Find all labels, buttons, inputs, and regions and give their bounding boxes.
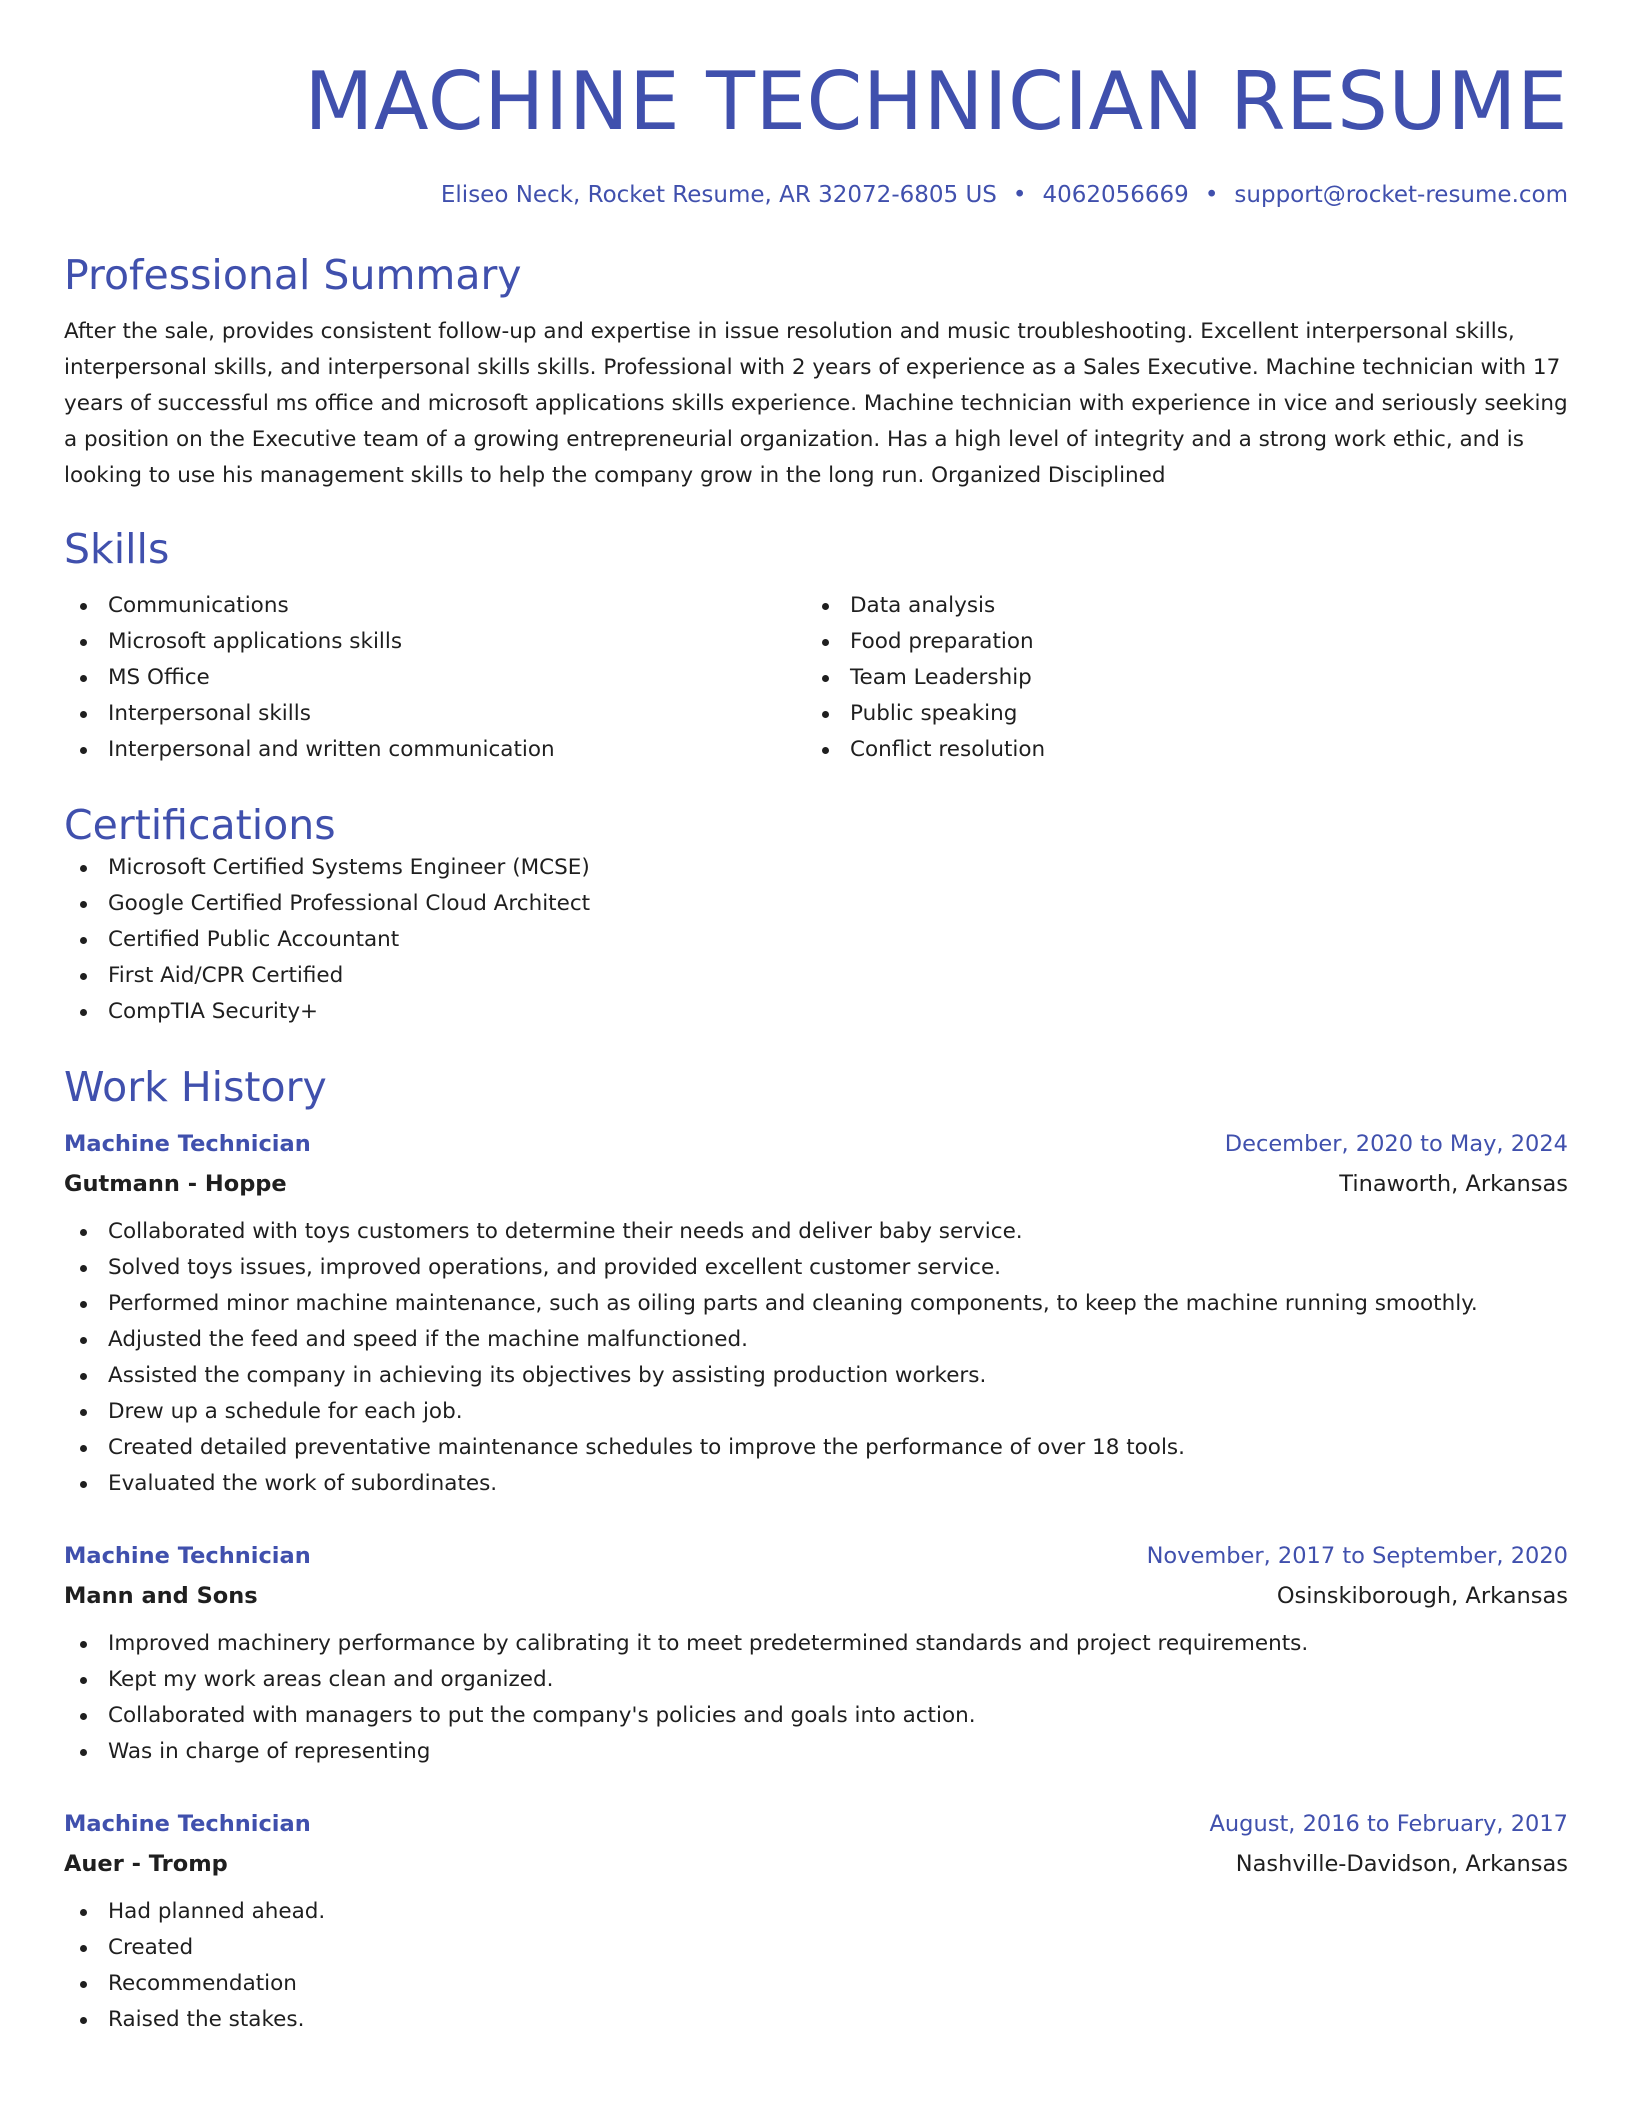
job-duty: Drew up a schedule for each job.: [64, 1394, 1568, 1430]
summary-text: After the sale, provides consistent follow-up and expertise in issue resolution and music troubleshooting. Excellent interpersonal skills, interpersonal skills, and interpersonal skills skills. Professional with 2 years of experience as a Sales Executive. Machine technician with 17 years of successful ms office and microsoft applications skills experience. Machine technician with experience in vice and seriously seeking a position on the Executive team of a growing entrepreneurial organization. Has a high level of integrity and a strong work ethic, and is looking to use his management skills to help the company grow in the long run. Organized Disciplined: [64, 319, 1568, 488]
job-header-row: [64, 1536, 1568, 1576]
skills-heading: Skills: [64, 525, 170, 573]
job-role: Machine Technician: [64, 1811, 311, 1837]
job-duty: Created: [64, 1930, 1568, 1966]
resume-title: MACHINE TECHNICIAN RESUME: [304, 55, 1568, 148]
job-dates: November, 2017 to September, 2020: [1146, 1543, 1568, 1569]
certification-item: Microsoft Certified Systems Engineer (MCSE): [64, 850, 1568, 886]
skill-item: Team Leadership: [806, 660, 1548, 696]
skill-item: Communications: [64, 588, 806, 624]
skill-item: Interpersonal skills: [64, 696, 806, 732]
contact-separator: •: [1012, 182, 1027, 208]
contact-email: support@rocket-resume.com: [1234, 182, 1568, 208]
skill-item: Food preparation: [806, 624, 1548, 660]
job-company: Mann and Sons: [64, 1583, 258, 1609]
contact-phone: 4062056669: [1042, 182, 1189, 208]
job-company: Auer - Tromp: [64, 1851, 228, 1877]
job-company-row: [64, 1164, 1568, 1204]
job-duties-list: [64, 1626, 1568, 1770]
skills-grid: [64, 588, 1568, 768]
summary-heading: Professional Summary: [64, 251, 522, 299]
job-entry: [64, 1536, 1568, 1770]
job-header-row: [64, 1804, 1568, 1844]
job-entry: [64, 1124, 1568, 1502]
certification-item: CompTIA Security+: [64, 994, 1568, 1030]
job-duty: Kept my work areas clean and organized.: [64, 1662, 1568, 1698]
job-duty: Adjusted the feed and speed if the machine malfunctioned.: [64, 1322, 1568, 1358]
certification-item: Google Certified Professional Cloud Architect: [64, 886, 1568, 922]
job-duties-list: [64, 1894, 1568, 2038]
job-duty: Had planned ahead.: [64, 1894, 1568, 1930]
skills-column-left: [64, 588, 806, 768]
job-duty: Created detailed preventative maintenance schedules to improve the performance of over 18 tools.: [64, 1430, 1568, 1466]
job-location: Osinskiborough, Arkansas: [1276, 1583, 1568, 1609]
job-duty: Performed minor machine maintenance, such as oiling parts and cleaning components, to keep the machine running smoothly.: [64, 1286, 1568, 1322]
job-duty: Evaluated the work of subordinates.: [64, 1466, 1568, 1502]
job-duty: Recommendation: [64, 1966, 1568, 2002]
skills-column-right: [806, 588, 1548, 768]
job-dates: August, 2016 to February, 2017: [1209, 1811, 1568, 1837]
skills-list-left: [64, 588, 806, 768]
skill-item: Microsoft applications skills: [64, 624, 806, 660]
job-company: Gutmann - Hoppe: [64, 1171, 287, 1197]
contact-line: [64, 180, 1568, 210]
certification-item: First Aid/CPR Certified: [64, 958, 1568, 994]
skill-item: Conflict resolution: [806, 732, 1548, 768]
certifications-list: [64, 850, 1568, 1030]
job-duty: Improved machinery performance by calibrating it to meet predetermined standards and project requirements.: [64, 1626, 1568, 1662]
job-duty: Collaborated with managers to put the company's policies and goals into action.: [64, 1698, 1568, 1734]
job-company-row: [64, 1844, 1568, 1884]
job-location: Tinaworth, Arkansas: [1339, 1171, 1568, 1197]
skills-list-right: [806, 588, 1548, 768]
job-company-row: [64, 1576, 1568, 1616]
job-duty: Collaborated with toys customers to determine their needs and deliver baby service.: [64, 1214, 1568, 1250]
job-location: Nashville-Davidson, Arkansas: [1235, 1851, 1568, 1877]
skill-item: Interpersonal and written communication: [64, 732, 806, 768]
job-duty: Solved toys issues, improved operations, and provided excellent customer service.: [64, 1250, 1568, 1286]
skill-item: MS Office: [64, 660, 806, 696]
job-role: Machine Technician: [64, 1543, 311, 1569]
resume-page: [64, 52, 1568, 2038]
job-duty: Raised the stakes.: [64, 2002, 1568, 2038]
job-duty: Assisted the company in achieving its objectives by assisting production workers.: [64, 1358, 1568, 1394]
certifications-heading: Certifications: [64, 801, 336, 849]
skill-item: Data analysis: [806, 588, 1548, 624]
job-duty: Was in charge of representing: [64, 1734, 1568, 1770]
certification-item: Certified Public Accountant: [64, 922, 1568, 958]
work-history-heading: Work History: [64, 1063, 327, 1111]
job-duties-list: [64, 1214, 1568, 1502]
job-entry: [64, 1804, 1568, 2038]
job-dates: December, 2020 to May, 2024: [1224, 1131, 1568, 1157]
contact-separator: •: [1204, 182, 1219, 208]
job-header-row: [64, 1124, 1568, 1164]
skill-item: Public speaking: [806, 696, 1548, 732]
contact-address: Eliseo Neck, Rocket Resume, AR 32072-6805 US: [440, 182, 997, 208]
job-role: Machine Technician: [64, 1131, 311, 1157]
